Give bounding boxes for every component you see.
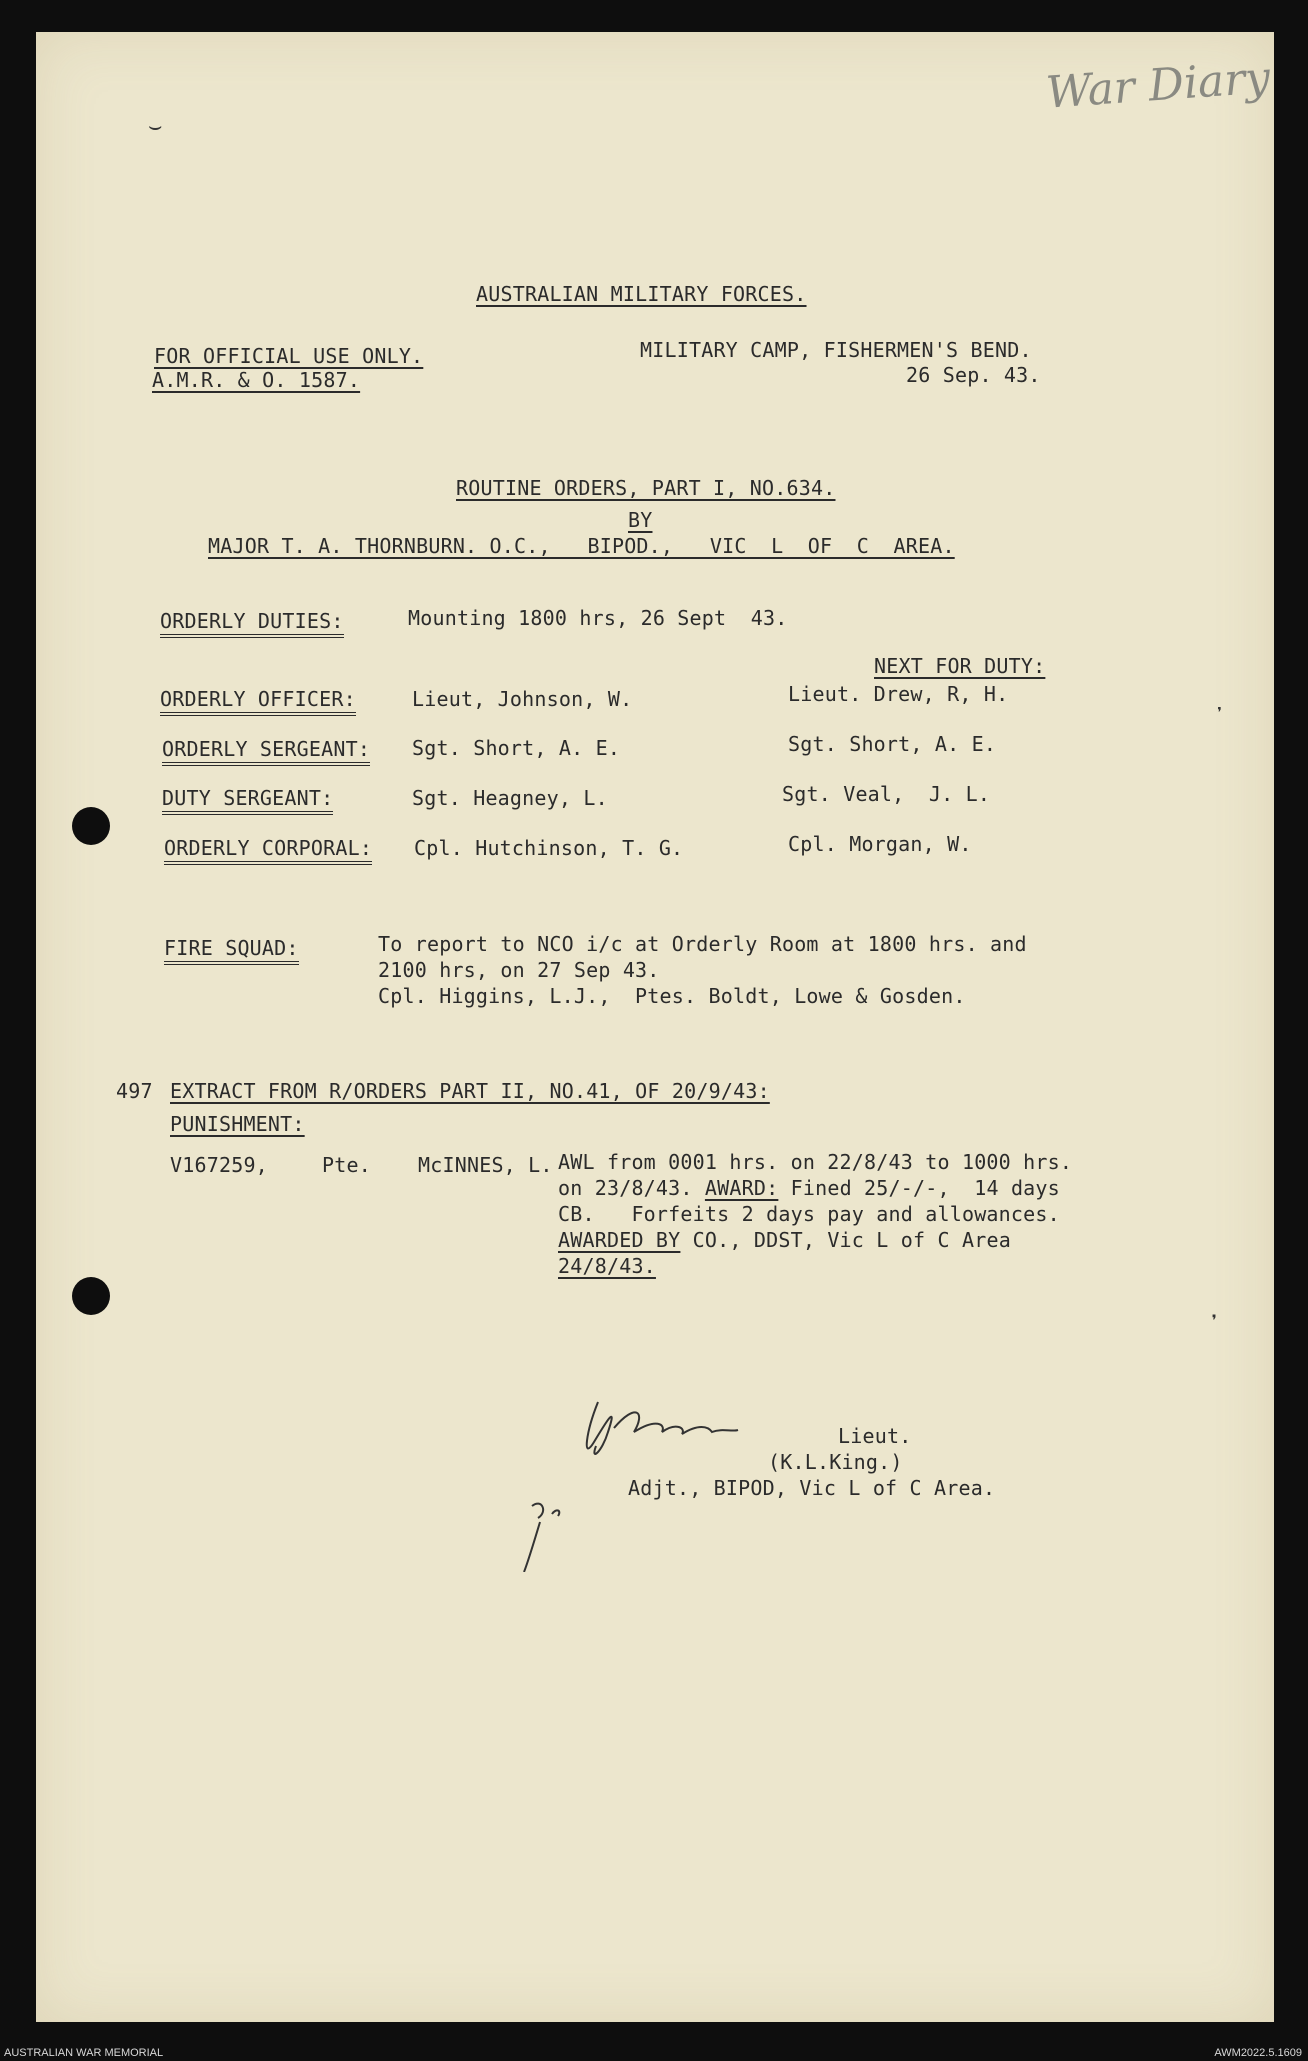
footer-left: AUSTRALIAN WAR MEMORIAL: [4, 2047, 164, 2059]
punishment-line-3: CB. Forfeits 2 days pay and allowances.: [558, 1202, 1060, 1226]
next-for-duty-label: NEXT FOR DUTY:: [874, 654, 1046, 678]
paper-mark: ❜: [1214, 704, 1225, 725]
paper-mark: ⌣: [148, 114, 163, 139]
soldier-rank: Pte.: [322, 1153, 371, 1177]
signatory-rank: Lieut.: [838, 1424, 912, 1448]
punishment-line-1: AWL from 0001 hrs. on 22/8/43 to 1000 hrs.: [558, 1150, 1073, 1174]
document-title: AUSTRALIAN MILITARY FORCES.: [476, 282, 807, 306]
duty-current: Cpl. Hutchinson, T. G.: [414, 836, 684, 860]
signatory-appointment: Adjt., BIPOD, Vic L of C Area.: [628, 1476, 996, 1500]
fire-squad-line-3: Cpl. Higgins, L.J., Ptes. Boldt, Lowe & Gosden.: [378, 984, 966, 1008]
document-page: [36, 32, 1274, 2022]
orders-issuer: MAJOR T. A. THORNBURN. O.C., BIPOD., VIC L OF C AREA.: [208, 534, 955, 558]
extract-title: EXTRACT FROM R/ORDERS PART II, NO.41, OF 20/9/43:: [170, 1079, 770, 1103]
paper-mark: ❜: [1208, 1310, 1221, 1334]
duty-current: Sgt. Short, A. E.: [412, 736, 621, 760]
orders-title: ROUTINE ORDERS, PART I, NO.634.: [456, 476, 836, 500]
duty-next: Sgt. Short, A. E.: [788, 732, 997, 756]
duty-current: Lieut, Johnson, W.: [412, 687, 633, 711]
awarded-by-detail: CO., DDST, Vic L of C Area: [680, 1228, 1011, 1252]
orderly-duties-label: ORDERLY DUTIES:: [160, 609, 344, 638]
awarded-by-label: AWARDED BY: [558, 1228, 681, 1252]
duty-role-label: ORDERLY OFFICER:: [160, 687, 356, 716]
duty-current: Sgt. Heagney, L.: [412, 786, 608, 810]
footer-right: AWM2022.5.1609: [1214, 2047, 1302, 2059]
handwritten-signature: [486, 1372, 806, 1572]
service-number: V167259,: [170, 1153, 268, 1177]
fire-squad-label: FIRE SQUAD:: [164, 936, 299, 965]
location: MILITARY CAMP, FISHERMEN'S BEND.: [640, 338, 1032, 362]
order-number: 497: [116, 1079, 153, 1103]
punishment-line-4: [558, 1228, 1011, 1252]
handwritten-war-diary-note: War Diary: [1044, 52, 1272, 119]
fire-squad-line-1: To report to NCO i/c at Orderly Room at 1800 hrs. and: [378, 932, 1027, 956]
duty-role-label: ORDERLY CORPORAL:: [164, 836, 372, 865]
punishment-date: on 23/8/43.: [558, 1176, 693, 1200]
punishment-label: PUNISHMENT:: [170, 1112, 305, 1136]
fire-squad-line-2: 2100 hrs, on 27 Sep 43.: [378, 958, 660, 982]
classification-line-1: FOR OFFICIAL USE ONLY.: [154, 344, 424, 368]
duty-next: Lieut. Drew, R, H.: [788, 682, 1009, 706]
punch-hole: [72, 1277, 110, 1315]
award-label: AWARD:: [704, 1176, 779, 1200]
duty-role-label: DUTY SERGEANT:: [162, 786, 333, 815]
soldier-name: McINNES, L.: [418, 1153, 553, 1177]
document-date: 26 Sep. 43.: [906, 363, 1041, 387]
award-detail: Fined 25/-/-, 14 days: [778, 1176, 1060, 1200]
orders-by: BY: [628, 508, 653, 532]
signatory-name: (K.L.King.): [768, 1450, 903, 1474]
duty-role-label: ORDERLY SERGEANT:: [162, 737, 370, 766]
punch-hole: [72, 807, 110, 845]
punishment-line-5: 24/8/43.: [558, 1254, 656, 1278]
classification-line-2: A.M.R. & O. 1587.: [152, 368, 361, 392]
punishment-line-2: [558, 1176, 1060, 1200]
mounting-time: Mounting 1800 hrs, 26 Sept 43.: [408, 606, 788, 630]
duty-next: Sgt. Veal, J. L.: [782, 782, 991, 806]
duty-next: Cpl. Morgan, W.: [788, 832, 972, 856]
